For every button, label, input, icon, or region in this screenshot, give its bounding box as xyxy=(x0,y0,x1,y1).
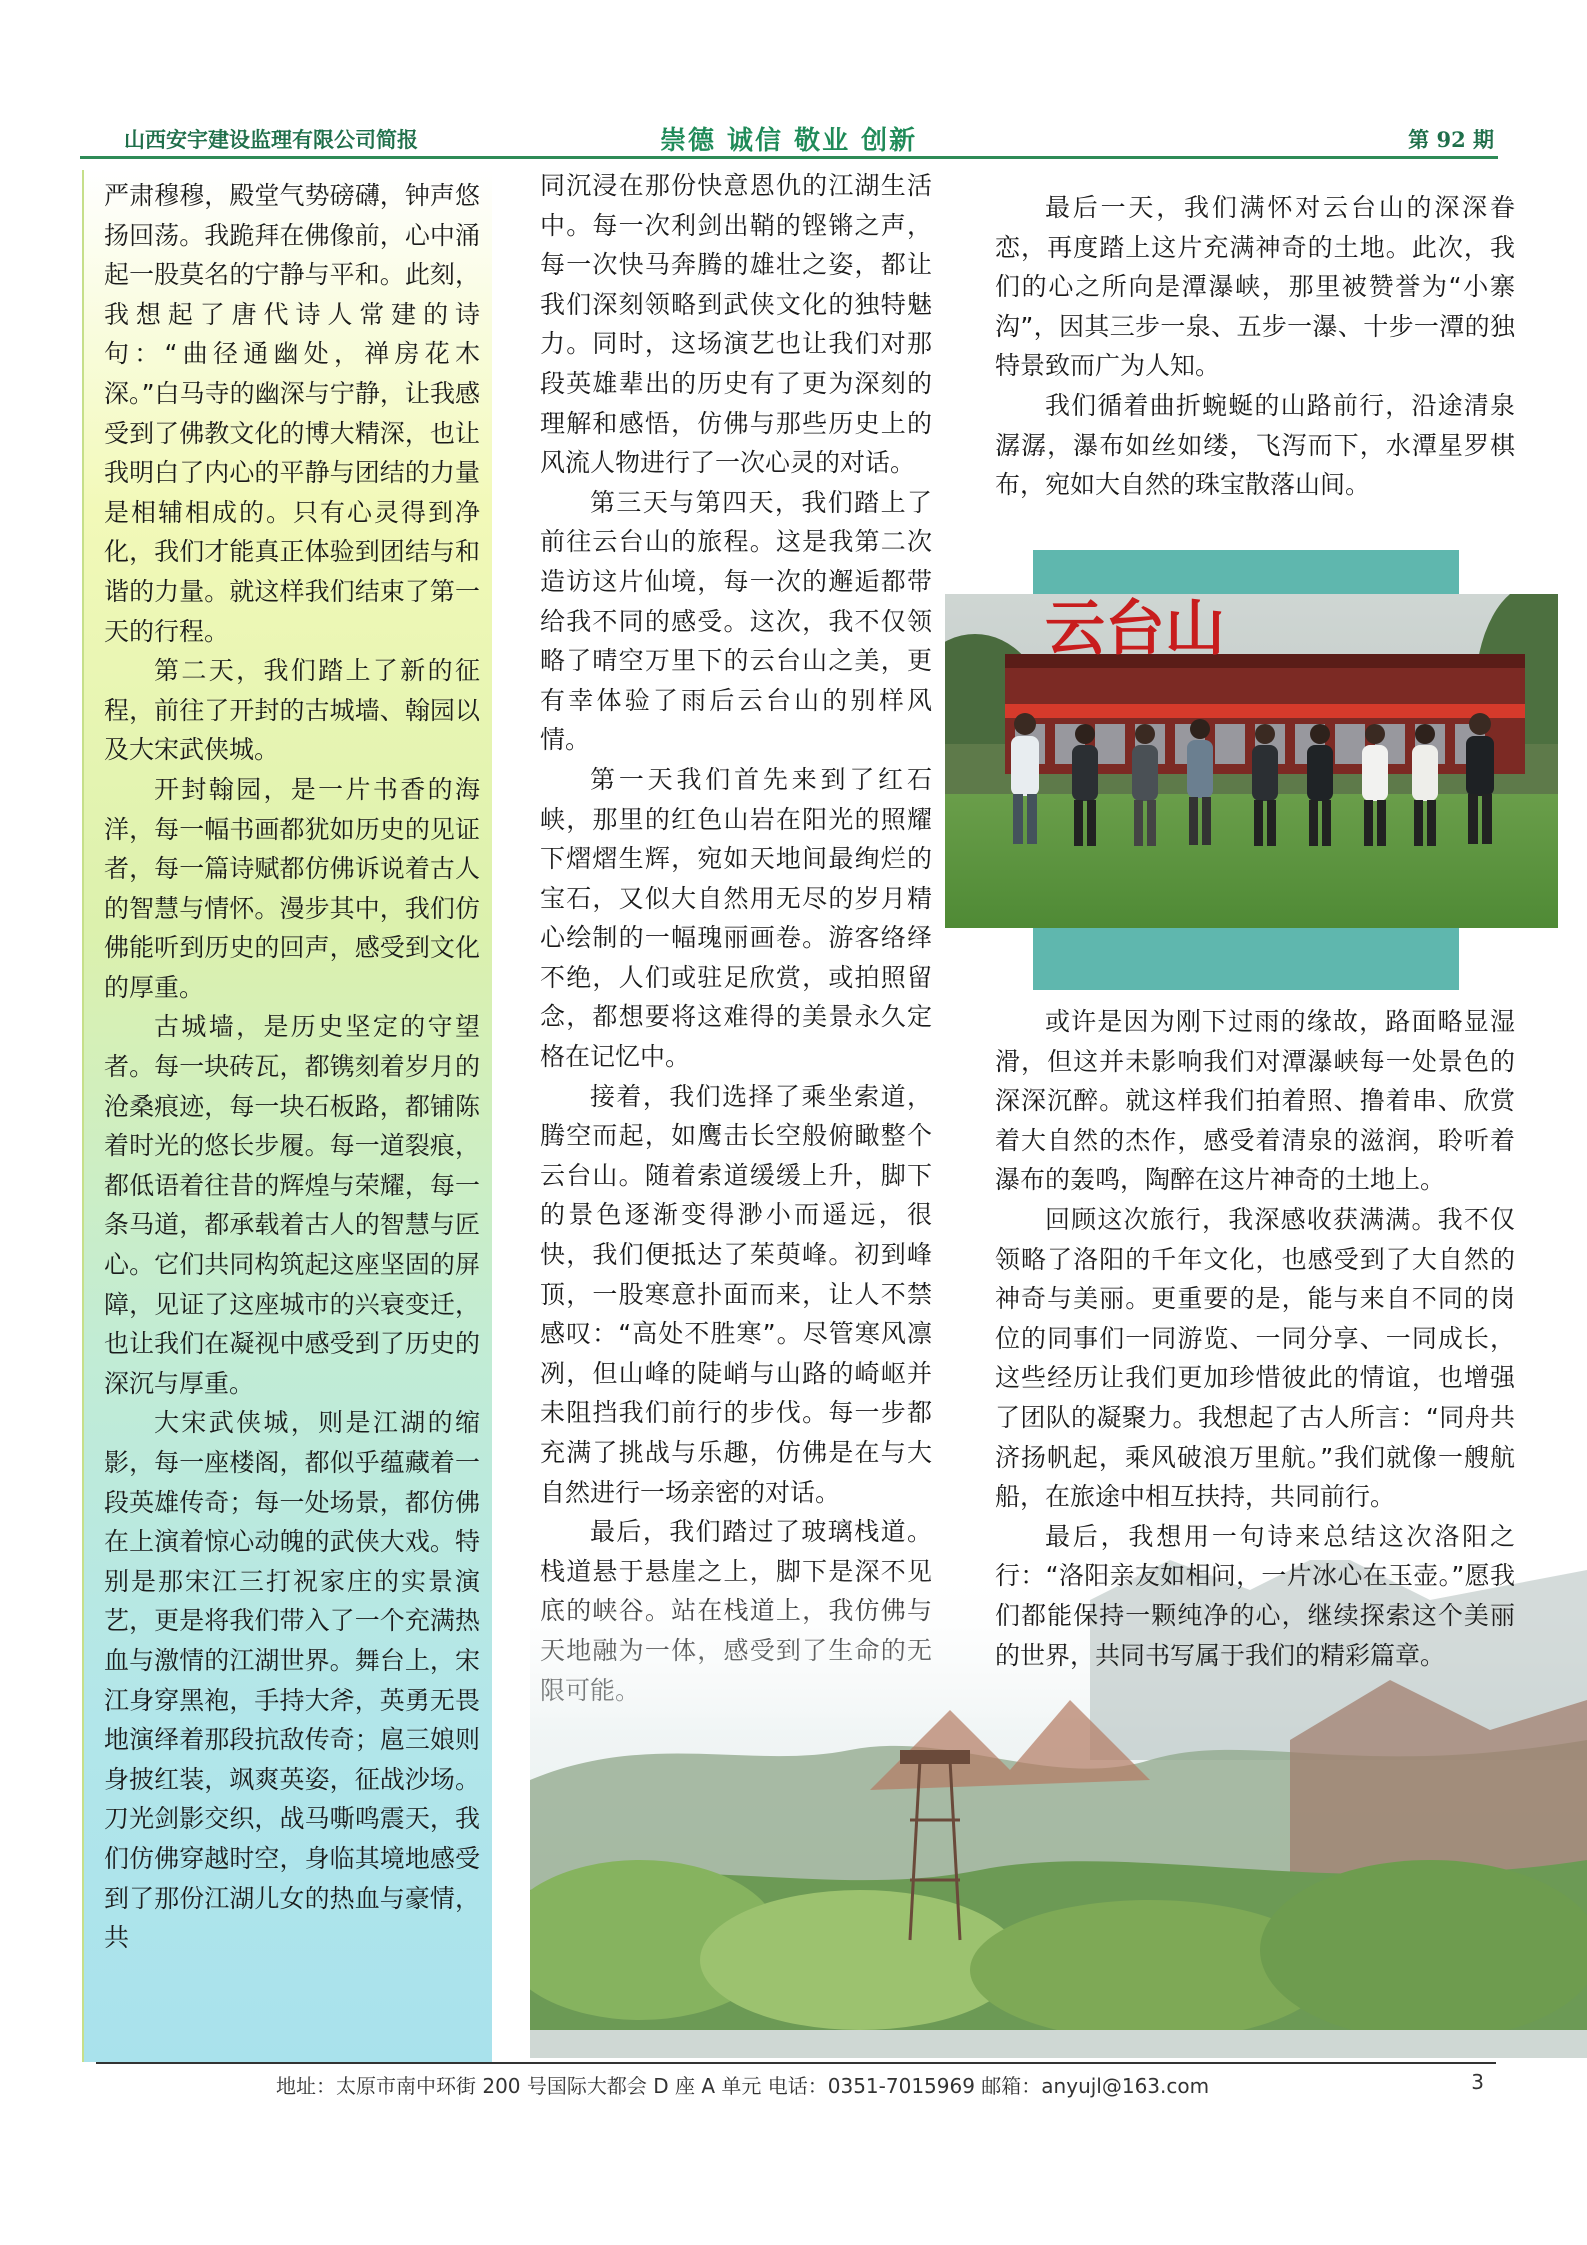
paragraph: 最后，我想用一句诗来总结这次洛阳之行：“洛阳亲友如相问，一片冰心在玉壶。”愿我们都能保持一颗纯净的心，继续探索这个美丽的世界，共同书写属于我们的精彩篇章。 xyxy=(995,1521,1515,1670)
company-name: 山西安宇建设监理有限公司简报 xyxy=(124,127,418,152)
paragraph: 或许是因为刚下过雨的缘故，路面略显湿滑，但这并未影响我们对潭瀑峡每一处景色的深深沉醉。就这样我们拍着照、撸着串、欣赏着大自然的杰作，感受着清泉的滋润，聆听着瀑布的轰鸣，陶醉在这片神奇的土地上。 xyxy=(995,1007,1515,1195)
footer-address: 地址：太原市南中环街 200 号国际大都会 D 座 A 单元 电话：0351-7015969 邮箱：anyujl@163.com xyxy=(276,2074,1210,2098)
paragraph: 第三天与第四天，我们踏上了前往云台山的旅程。这是我第二次造访这片仙境，每一次的邂逅都带给我不同的感受。这次，我不仅领略了晴空万里下的云台山之美，更有幸体验了雨后云台山的别样风情。 xyxy=(540,487,932,755)
paragraph: 接着，我们选择了乘坐索道，腾空而起，如鹰击长空般俯瞰整个云台山。随着索道缓缓上升，脚下的景色逐渐变得渺小而遥远，很快，我们便抵达了茱萸峰。初到峰顶，一股寒意扑面而来，让人不禁感叹：“高处不胜寒”。尽管寒风凛冽，但山峰的陡峭与山路的崎岖并未阻挡我们前行的步伐。每一步都充满了挑战与乐趣，仿佛是在与大自然进行一场亲密的对话。 xyxy=(540,1081,932,1507)
paragraph: 第二天，我们踏上了新的征程，前往了开封的古城墙、翰园以及大宋武侠城。 xyxy=(104,656,480,765)
paragraph: 严肃穆穆，殿堂气势磅礴，钟声悠扬回荡。我跪拜在佛像前，心中涌起一股莫名的宁静与平和。此刻，我想起了唐代诗人常建的诗句：“曲径通幽处，禅房花木深。”白马寺的幽深与宁静，让我感受到了佛教文化的博大精深，也让我明白了内心的平静与团结的力量是相辅相成的。只有心灵得到净化，我们才能真正体验到团结与和谐的力量。就这样我们结束了第一天的行程。 xyxy=(104,181,480,646)
paragraph: 大宋武侠城，则是江湖的缩影，每一座楼阁，都似乎蕴藏着一段英雄传奇；每一处场景，都仿佛在上演着惊心动魄的武侠大戏。特别是那宋江三打祝家庄的实景演艺，更是将我们带入了一个充满热血与激情的江湖世界。舞台上，宋江身穿黑袍，手持大斧，英勇无畏地演绎着那段抗敌传奇；扈三娘则身披红装，飒爽英姿，征战沙场。刀光剑影交织，战马嘶鸣震天，我们仿佛穿越时空，身临其境地感受到了那份江湖儿女的热血与豪情，共 xyxy=(104,1408,480,1953)
company-motto: 崇德 诚信 敬业 创新 xyxy=(660,126,918,156)
paragraph: 我们循着曲折蜿蜒的山路前行，沿途清泉潺潺，瀑布如丝如缕，飞泻而下，水潭星罗棋布，宛如大自然的珠宝散落山间。 xyxy=(995,390,1515,500)
group-photo xyxy=(945,594,1558,928)
page-header xyxy=(80,118,1498,158)
column-right-top xyxy=(995,188,1515,505)
column-right-bottom xyxy=(995,1002,1515,1675)
header-rule xyxy=(80,156,1498,159)
page-number: 3 xyxy=(1471,2070,1484,2094)
photo-sign-text: 云台山 xyxy=(1045,594,1225,664)
paragraph: 开封翰园，是一片书香的海洋，每一幅书画都犹如历史的见证者，每一篇诗赋都仿佛诉说着古人的智慧与情怀。漫步其中，我们仿佛能听到历史的回声，感受到文化的厚重。 xyxy=(104,774,480,1002)
issue-number: 第 92 期 xyxy=(1408,127,1494,152)
paragraph: 最后一天，我们满怀对云台山的深深眷恋，再度踏上这片充满神奇的土地。此次，我们的心之所向是潭瀑峡，那里被赞誉为“小寨沟”，因其三步一泉、五步一瀑、十步一潭的独特景致而广为人知。 xyxy=(995,193,1515,381)
paragraph: 第一天我们首先来到了红石峡，那里的红色山岩在阳光的照耀下熠熠生辉，宛如天地间最绚烂的宝石，又似大自然用无尽的岁月精心绘制的一幅瑰丽画卷。游客络绎不绝，人们或驻足欣赏，或拍照留念，都想要将这难得的美景永久定格在记忆中。 xyxy=(540,764,932,1072)
paragraph: 古城墙，是历史坚定的守望者。每一块砖瓦，都镌刻着岁月的沧桑痕迹，每一块石板路，都铺陈着时光的悠长步履。每一道裂痕，都低语着往昔的辉煌与荣耀，每一条马道，都承载着古人的智慧与匠心。它们共同构筑起这座坚固的屏障，见证了这座城市的兴衰变迁，也让我们在凝视中感受到了历史的深沉与厚重。 xyxy=(104,1012,480,1398)
paragraph: 回顾这次旅行，我深感收获满满。我不仅领略了洛阳的千年文化，也感受到了大自然的神奇与美丽。更重要的是，能与来自不同的岗位的同事们一同游览、一同分享、一同成长，这些经历让我们更加珍惜彼此的情谊，也增强了团队的凝聚力。我想起了古人所言：“同舟共济扬帆起，乘风破浪万里航。”我们就像一艘航船，在旅途中相互扶持，共同前行。 xyxy=(995,1204,1515,1512)
footer-rule xyxy=(96,2062,1496,2064)
column-left xyxy=(82,170,492,2062)
group-photo-drawing xyxy=(945,594,1558,928)
paragraph: 最后，我们踏过了玻璃栈道。 xyxy=(590,1517,932,1547)
paragraph: 同沉浸在那份快意恩仇的江湖生活中。每一次利剑出鞘的铿锵之声，每一次快马奔腾的雄壮之姿，都让我们深刻领略到武侠文化的独特魅力。同时，这场演艺也让我们对那段英雄辈出的历史有了更为深刻的理解和感悟，仿佛与那些历史上的风流人物进行了一次心灵的对话。 xyxy=(540,171,932,478)
column-middle xyxy=(540,166,932,1710)
page-footer xyxy=(96,2062,1496,2102)
